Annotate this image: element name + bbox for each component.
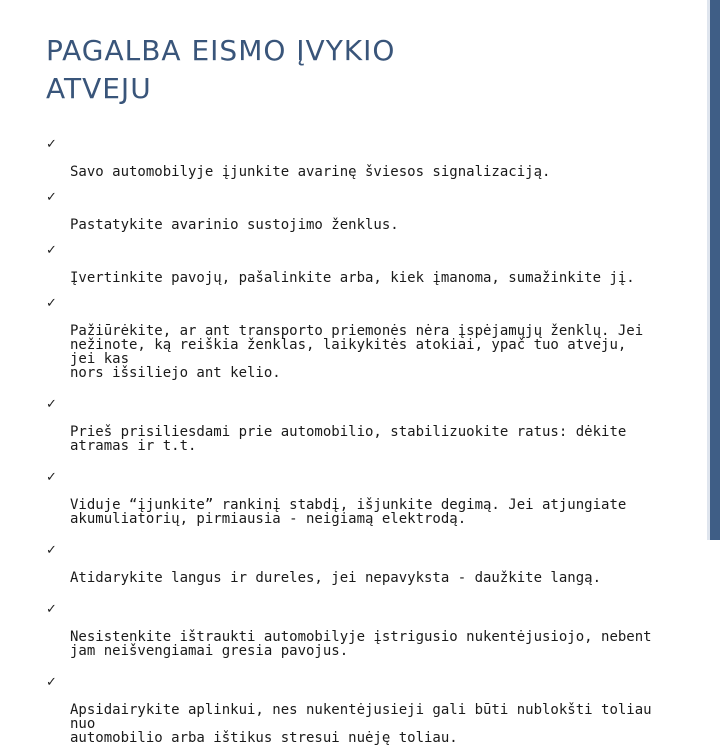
check-mark-icon: ✓ (46, 296, 57, 311)
list-item (46, 137, 656, 179)
check-mark-icon: ✓ (46, 470, 57, 485)
list-item (46, 543, 656, 585)
check-mark-icon: ✓ (46, 602, 57, 617)
bullet-text: Pastatykite avarinio sustojimo ženklus. (70, 217, 399, 233)
list-item (46, 397, 656, 453)
list-item (46, 470, 656, 526)
bullet-text: Savo automobilyje įjunkite avarinę šviesos signalizaciją. (70, 164, 551, 180)
bullet-text: Įvertinkite pavojų, pašalinkite arba, kiek įmanoma, sumažinkite jį. (70, 270, 635, 286)
title-line-2: ATVEJU (46, 72, 152, 105)
bullet-text: Prieš prisiliesdami prie automobilio, stabilizuokite ratus: dėkite atramas ir t.t. (70, 424, 627, 454)
list-item (46, 675, 656, 745)
bullet-text: Atidarykite langus ir dureles, jei nepavyksta - daužkite langą. (70, 570, 602, 586)
bullet-text: Pažiūrėkite, ar ant transporto priemonės nėra įspėjamųjų ženklų. Jei nežinote, ką reiškia ženklas, laikykitės atokiai, ypač tuo atveju, jei kas nors išsiliejo ant kelio. (70, 323, 644, 381)
check-mark-icon: ✓ (46, 397, 57, 412)
bullet-text: Nesistenkite ištraukti automobilyje įstrigusio nukentėjusiojo, nebent jam neišvengiamai gresia pavojus. (70, 629, 652, 659)
list-item (46, 243, 656, 285)
bullet-list (46, 137, 656, 745)
title-line-1: PAGALBA EISMO ĮVYKIO (46, 34, 396, 67)
check-mark-icon: ✓ (46, 543, 57, 558)
list-item (46, 190, 656, 232)
accent-bar (710, 0, 720, 540)
check-mark-icon: ✓ (46, 190, 57, 205)
bullet-text: Viduje “įjunkite” rankinį stabdį, išjunkite degimą. Jei atjungiate akumuliatorių, pirmiausia - neigiamą elektrodą. (70, 497, 627, 527)
bullet-text: Apsidairykite aplinkui, nes nukentėjusieji gali būti nublokšti toliau nuo automobilio arba ištikus stresui nuėję toliau. (70, 702, 652, 746)
list-item (46, 296, 656, 380)
check-mark-icon: ✓ (46, 675, 57, 690)
check-mark-icon: ✓ (46, 137, 57, 152)
list-item (46, 602, 656, 658)
check-mark-icon: ✓ (46, 243, 57, 258)
slide-title (46, 32, 646, 108)
